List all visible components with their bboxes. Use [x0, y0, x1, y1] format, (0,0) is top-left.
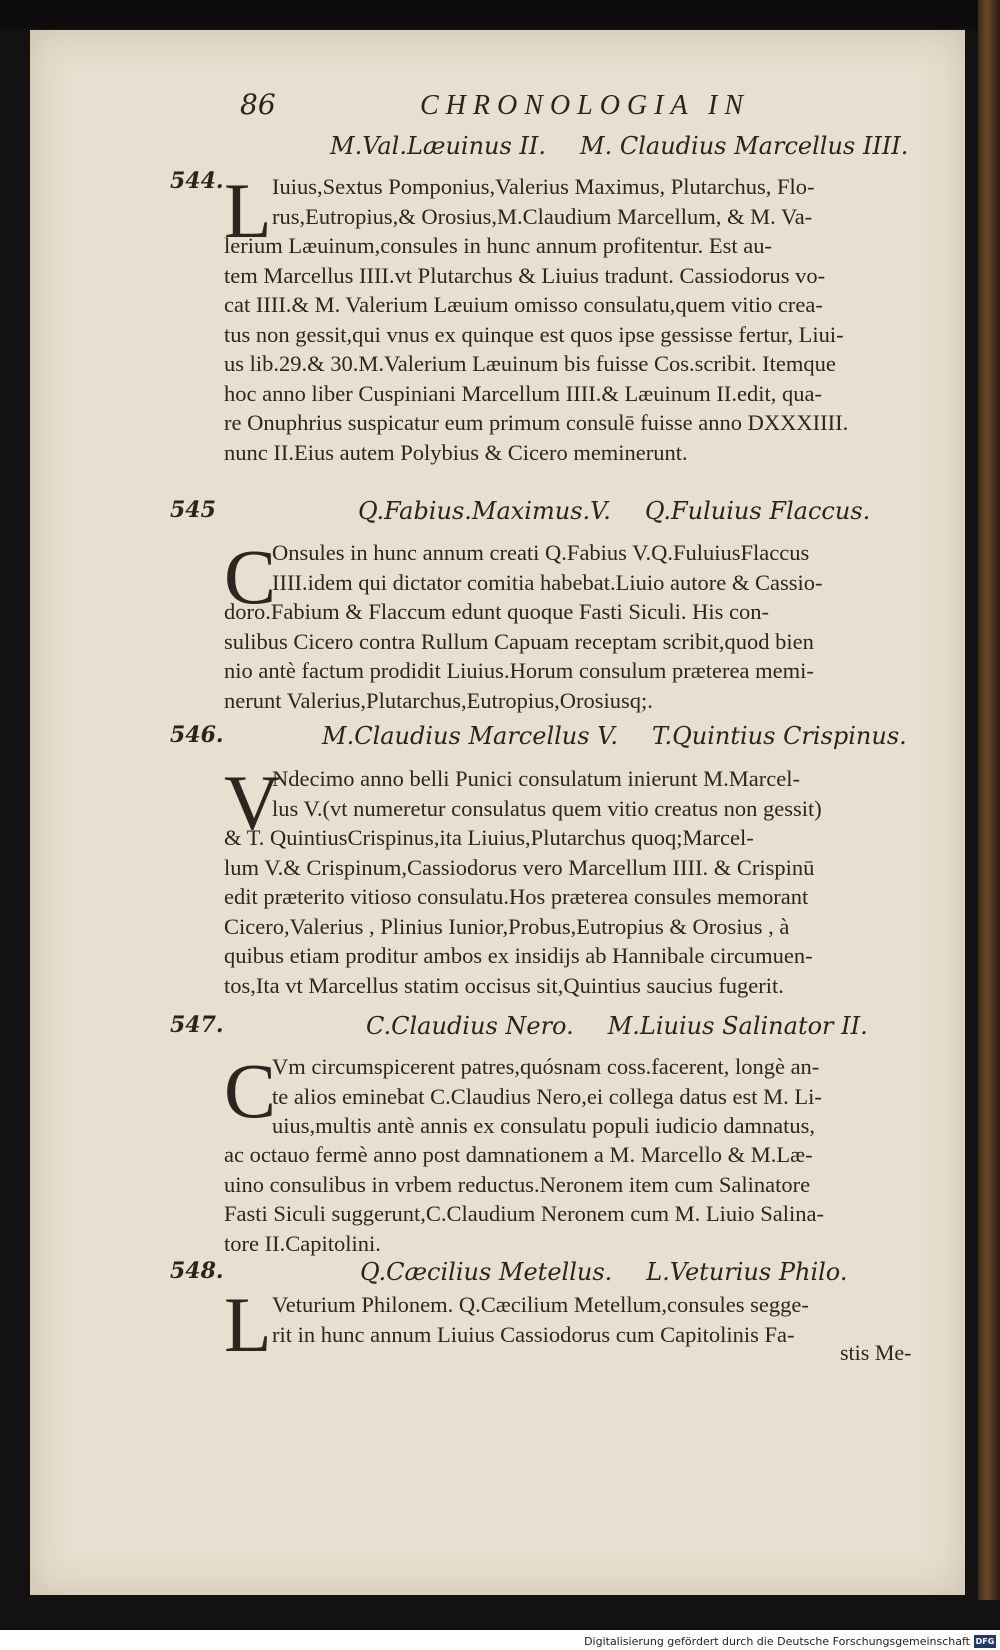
- text-line: Vm circumspicerent patres,quósnam coss.facerent, longè an-: [272, 1054, 820, 1079]
- text-line: uius,multis antè annis ex consulatu populi iudicio damnatus,: [272, 1113, 816, 1138]
- consul-1: Q.Fabius.Maximus.V.: [358, 497, 611, 525]
- text-line: ac octauo fermè anno post damnationem a M. Marcello & M.Læ-: [224, 1142, 813, 1167]
- text-line: nunc II.Eius autem Polybius & Cicero meminerunt.: [224, 439, 688, 465]
- text-line: Ndecimo anno belli Punici consulatum inierunt M.Marcel-: [272, 766, 801, 791]
- text-line: Iuius,Sextus Pomponius,Valerius Maximus, Plutarchus, Flo-: [272, 174, 815, 199]
- text-line: re Onuphrius suspicatur eum primum consulē fuisse anno DXXXIIII.: [224, 410, 849, 435]
- text-line: lus V.(vt numeretur consulatus quem vitio creatus non gessit): [272, 795, 822, 821]
- text-line: IIII.idem qui dictator comitia habebat.Liuio autore & Cassio-: [272, 569, 823, 595]
- text-line: lum V.& Crispinum,Cassiodorus vero Marcellum IIII. & Crispinū: [224, 854, 815, 880]
- text-line: Fasti Siculi suggerunt,C.Claudium Neronem cum M. Liuio Salina-: [224, 1201, 824, 1226]
- text-line: tus non gessit,qui vnus ex quinque est quos ipse gessisse fertur, Liui-: [224, 321, 844, 347]
- entry-text: [224, 538, 968, 597]
- book-edge: [978, 0, 1000, 1600]
- entry-text: [224, 1047, 968, 1141]
- consuls-heading: [330, 132, 909, 160]
- text-line: tore II.Capitolini.: [224, 1230, 381, 1256]
- text-line: nerunt Valerius,Plutarchus,Eutropius,Orosiusq;.: [224, 687, 653, 713]
- running-head: [240, 88, 800, 128]
- text-line: Cicero,Valerius , Plinius Iunior,Probus,Eutropius & Orosius , à: [224, 913, 790, 939]
- drop-initial: C: [224, 1047, 277, 1134]
- drop-initial: C: [224, 533, 277, 620]
- text-line: Veturium Philonem. Q.Cæcilium Metellum,consules segge-: [272, 1292, 809, 1317]
- dfg-logo: DFG: [975, 1637, 995, 1646]
- consul-2: M. Claudius Marcellus IIII.: [580, 132, 909, 160]
- consul-1: M.Val.Læuinus II.: [330, 132, 547, 160]
- entry-text: [224, 597, 968, 715]
- running-title: CHRONOLOGIA IN: [420, 90, 751, 121]
- page-number: 86: [240, 88, 276, 121]
- text-line: lerium Læuinum,consules in hunc annum profitentur. Est au-: [224, 233, 773, 258]
- text-line: sulibus Cicero contra Rullum Capuam receptam scribit,quod bien: [224, 628, 814, 654]
- consuls-heading: [366, 1012, 926, 1040]
- consuls-heading: [360, 1258, 920, 1286]
- text-line: tem Marcellus IIII.vt Plutarchus & Liuius tradunt. Cassiodorus vo-: [224, 262, 826, 288]
- consul-1: Q.Cæcilius Metellus.: [360, 1258, 613, 1286]
- consul-1: C.Claudius Nero.: [366, 1012, 574, 1040]
- year-marker: 544.: [170, 168, 224, 194]
- drop-initial: L: [224, 1281, 272, 1368]
- text-line: & T. QuintiusCrispinus,ita Liuius,Plutarchus quoq;Marcel-: [224, 825, 754, 850]
- consuls-heading: [322, 722, 907, 750]
- text-line: edit præterito vitioso consulatu.Hos præterea consules memorant: [224, 884, 809, 909]
- consuls-heading: [358, 497, 918, 525]
- funding-credit: Digitalisierung gefördert durch die Deutsche Forschungsgemeinschaft: [584, 1635, 970, 1648]
- entry-text: [224, 764, 968, 823]
- entry-text: [224, 823, 968, 1000]
- year-marker: 545: [170, 497, 216, 523]
- scan-top-border: [0, 0, 1000, 28]
- text-line: quibus etiam proditur ambos ex insidijs ab Hannibale circumuen-: [224, 943, 813, 968]
- drop-initial: V: [224, 759, 281, 846]
- entry-text: [224, 231, 968, 467]
- consul-2: T.Quintius Crispinus.: [651, 722, 907, 750]
- drop-initial: L: [224, 167, 272, 254]
- text-line: cat IIII.& M. Valerium Læuium omisso consulatu,quem vitio crea-: [224, 292, 823, 317]
- text-line: us lib.29.& 30.M.Valerium Læuinum bis fuisse Cos.scribit. Itemque: [224, 351, 836, 376]
- text-line: tos,Ita vt Marcellus statim occisus sit,Quintius saucius fugerit.: [224, 972, 784, 998]
- year-marker: 548.: [170, 1258, 224, 1284]
- entry-text: [224, 1140, 968, 1258]
- text-line: doro.Fabium & Flaccum edunt quoque Fasti Siculi. His con-: [224, 599, 769, 624]
- text-line: nio antè factum prodidit Liuius.Horum consulum præterea memi-: [224, 658, 814, 683]
- consul-2: Q.Fuluius Flaccus.: [644, 497, 871, 525]
- year-marker: 546.: [170, 722, 224, 748]
- year-marker: 547.: [170, 1012, 224, 1038]
- consul-1: M.Claudius Marcellus V.: [322, 722, 618, 750]
- digitization-footer: [0, 1630, 1000, 1650]
- text-line: Onsules in hunc annum creati Q.Fabius V.Q.FuluiusFlaccus: [272, 540, 810, 565]
- text-line: te alios eminebat C.Claudius Nero,ei collega datus est M. Li-: [272, 1083, 822, 1109]
- consul-2: L.Veturius Philo.: [646, 1258, 848, 1286]
- entry-text: [224, 172, 968, 231]
- text-line: rit in hunc annum Liuius Cassiodorus cum Capitolinis Fa-: [272, 1321, 795, 1347]
- catchword: stis Me-: [840, 1340, 912, 1365]
- text-line: uino consulibus in vrbem reductus.Neronem item cum Salinatore: [224, 1171, 811, 1197]
- consul-2: M.Liuius Salinator II.: [607, 1012, 868, 1040]
- text-line: hoc anno liber Cuspiniani Marcellum IIII.& Læuinum II.edit, qua-: [224, 380, 822, 406]
- text-line: rus,Eutropius,& Orosius,M.Claudium Marcellum, & M. Va-: [272, 203, 813, 229]
